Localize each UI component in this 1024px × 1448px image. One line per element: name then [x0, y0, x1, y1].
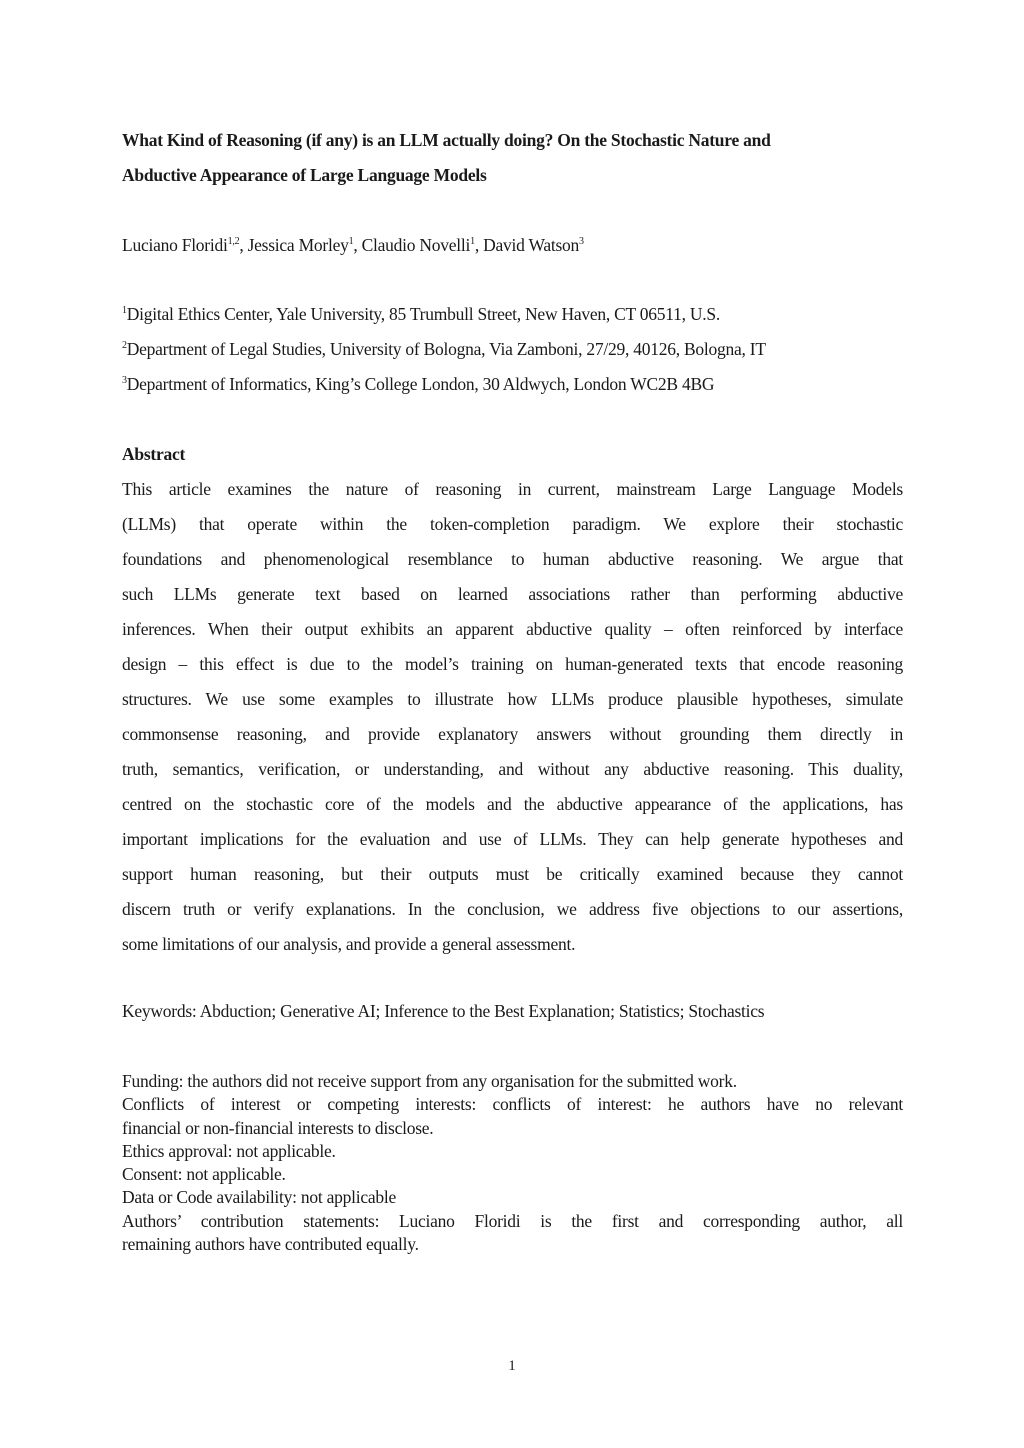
abstract-line: discern truth or verify explanations. In the conclusion, we address five objections to our assertions, — [122, 899, 903, 919]
abstract-line: (LLMs) that operate within the token-completion paradigm. We explore their stochastic — [122, 514, 903, 534]
affiliation-text: Digital Ethics Center, Yale University, 85 Trumbull Street, New Haven, CT 06511, U.S. — [126, 304, 721, 324]
abstract-line: commonsense reasoning, and provide explanatory answers without grounding them directly in — [122, 724, 903, 744]
abstract-line: structures. We use some examples to illustrate how LLMs produce plausible hypotheses, simulate — [122, 689, 903, 709]
title-line: What Kind of Reasoning (if any) is an LLM actually doing? On the Stochastic Nature and — [122, 130, 771, 150]
page-number: 1 — [508, 1358, 516, 1374]
statement-line: Authors’ contribution statements: Luciano Floridi is the first and corresponding author, all — [122, 1210, 903, 1231]
abstract-line: important implications for the evaluation and use of LLMs. They can help generate hypotheses and — [122, 829, 903, 849]
abstract-line: support human reasoning, but their outputs must be critically examined because they cannot — [122, 864, 903, 884]
author-affiliation-mark: 1 — [470, 236, 475, 247]
affiliation-line — [122, 367, 903, 402]
abstract-line: foundations and phenomenological resemblance to human abductive reasoning. We argue that — [122, 549, 903, 569]
keywords-text: Keywords: Abduction; Generative AI; Inference to the Best Explanation; Statistics; Stochastics — [122, 1001, 765, 1021]
abstract-line: such LLMs generate text based on learned associations rather than performing abductive — [122, 584, 903, 604]
abstract-heading: Abstract — [122, 444, 186, 464]
affiliation-mark: 2 — [122, 340, 127, 351]
author-affiliation-mark: 1 — [348, 236, 354, 247]
affiliation-text: Department of Informatics, King’s College London, 30 Aldwych, London WC2B 4BG — [126, 374, 715, 394]
author-affiliation-mark: 1,2 — [227, 236, 240, 247]
author-separator: , — [353, 235, 362, 255]
keywords — [122, 994, 903, 1029]
statement-line: Ethics approval: not applicable. — [122, 1140, 336, 1161]
author-name: David Watson — [483, 235, 580, 255]
statement-line: financial or non-financial interests to disclose. — [122, 1117, 434, 1138]
author-list — [122, 228, 903, 263]
title-line: Abductive Appearance of Large Language Models — [122, 165, 487, 185]
affiliation-line — [122, 297, 903, 332]
author-affiliation-mark: 3 — [579, 236, 584, 247]
statement-line: Data or Code availability: not applicable — [122, 1187, 397, 1208]
abstract — [122, 437, 903, 962]
abstract-line: some limitations of our analysis, and provide a general assessment. — [122, 934, 576, 954]
affiliations — [122, 297, 903, 402]
affiliation-mark: 3 — [122, 375, 127, 386]
affiliation-line — [122, 332, 903, 367]
abstract-line: centred on the stochastic core of the models and the abductive appearance of the applications, has — [122, 794, 903, 814]
statements — [122, 1070, 903, 1256]
statement-line: Funding: the authors did not receive support from any organisation for the submitted work. — [122, 1071, 737, 1091]
statement-line: remaining authors have contributed equally. — [122, 1234, 419, 1255]
author-name: Claudio Novelli — [361, 235, 471, 255]
abstract-line: inferences. When their output exhibits an apparent abductive quality – often reinforced by interface — [122, 619, 903, 639]
paper-title — [122, 123, 903, 193]
author-separator: , — [239, 235, 248, 255]
statement-line: Consent: not applicable. — [122, 1164, 286, 1185]
affiliation-mark: 1 — [122, 305, 127, 316]
statement-line: Conflicts of interest or competing interests: conflicts of interest: he authors have no relevant — [122, 1094, 903, 1115]
author-separator: , — [474, 235, 484, 255]
abstract-line: This article examines the nature of reasoning in current, mainstream Large Language Models — [122, 479, 903, 499]
abstract-line: design – this effect is due to the model’s training on human-generated texts that encode reasoning — [122, 654, 903, 674]
affiliation-text: Department of Legal Studies, University of Bologna, Via Zamboni, 27/29, 40126, Bologna, IT — [126, 339, 766, 359]
author-name: Luciano Floridi — [122, 235, 228, 255]
author-name: Jessica Morley — [247, 235, 349, 255]
abstract-line: truth, semantics, verification, or understanding, and without any abductive reasoning. This duality, — [122, 759, 903, 779]
